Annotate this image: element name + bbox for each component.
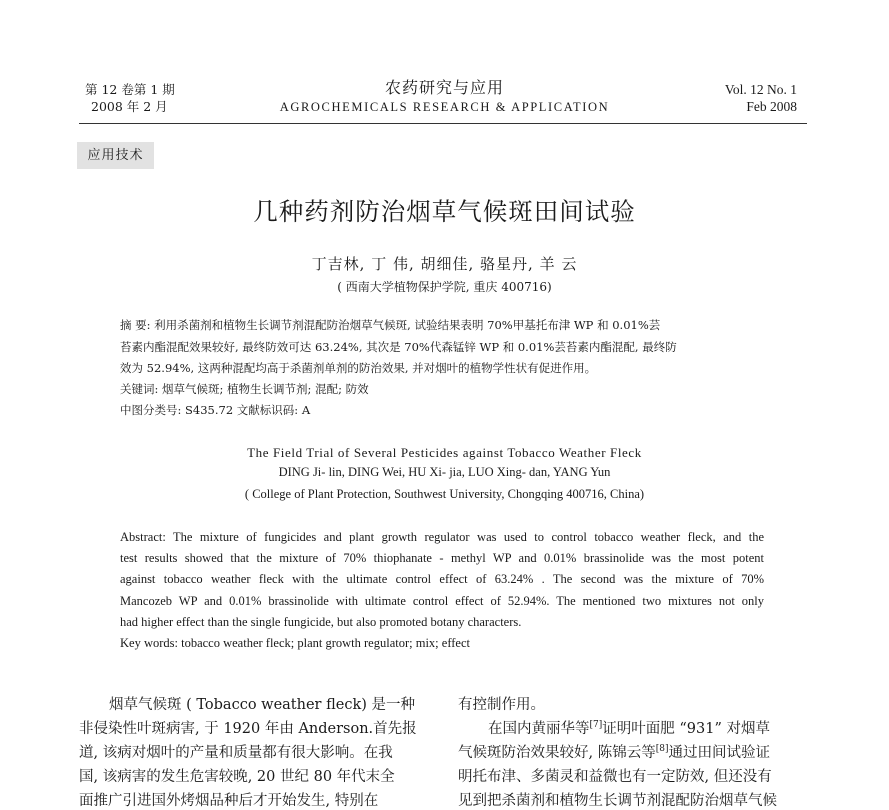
abstract-en-line: had higher effect than the single fungicide, but also promoted botany characters. (120, 615, 522, 629)
abstract-en-line: Abstract: The mixture of fungicides and plant growth regulator was used to control tobacco weather fleck, and the (120, 530, 764, 544)
date-en: Feb 2008 (746, 99, 797, 114)
body-text: 气候斑防治效果较好, 陈锦云等 (458, 745, 656, 761)
body-left-line: 面推广引进国外烤烟品种后才开始发生, 特别在 (79, 793, 379, 809)
body-right-line: 见到把杀菌剂和植物生长调节剂混配防治烟草气候 (458, 793, 777, 809)
issue-volume: 第 12 卷第 1 期 (85, 82, 175, 97)
body-text: 证明叶面肥 “931” 对烟草 (602, 721, 770, 737)
paper-title-cn: 几种药剂防治烟草气候斑田间试验 (253, 197, 636, 226)
journal-name-en: AGROCHEMICALS RESEARCH & APPLICATION (279, 100, 610, 114)
citation-ref: [7] (589, 720, 603, 731)
body-right-line: 有控制作用。 (458, 697, 545, 713)
abstract-en-line: test results showed that the mixture of 70% thiophanate - methyl WP and 0.01% brassinolide was the most potent (120, 551, 764, 565)
abstract-en-line: against tobacco weather fleck with the ultimate control effect of 63.24% . The second was the mixture of 70% (120, 572, 764, 586)
body-left-line: 非侵染性叶斑病害, 于 1920 年由 Anderson.首先报 (79, 721, 417, 737)
body-right-line (458, 717, 807, 738)
body-right-line: 明托布津、多菌灵和益微也有一定防效, 但还没有 (458, 769, 772, 785)
body-text: 在国内黄丽华等 (488, 721, 590, 737)
abstract-en-line: Mancozeb WP and 0.01% brassinolide with ultimate control effect of 52.94%. The mentioned two mixtures not only (120, 594, 764, 608)
authors-cn: 丁吉林, 丁 伟, 胡细佳, 骆星丹, 羊 云 (311, 255, 578, 273)
body-right-line (458, 741, 807, 762)
paper-title-en: The Field Trial of Several Pesticides against Tobacco Weather Fleck (247, 445, 642, 460)
abstract-cn-line: 苔素内酯混配效果较好, 最终防效可达 63.24%, 其次是 70%代森锰锌 WP 和 0.01%芸苔素内酯混配, 最终防 (120, 340, 677, 354)
affiliation-cn: ( 西南大学植物保护学院, 重庆 400716) (337, 280, 552, 294)
section-tag: 应用技术 (77, 142, 154, 169)
volume-en: Vol. 12 No. 1 (724, 82, 797, 97)
authors-en: DING Ji- lin, DING Wei, HU Xi- jia, LUO Xing- dan, YANG Yun (278, 465, 611, 479)
abstract-cn-line: 效为 52.94%, 这两种混配均高于杀菌剂单剂的防治效果, 并对烟叶的植物学性状有促进作用。 (120, 361, 597, 375)
journal-name-cn: 农药研究与应用 (384, 78, 504, 97)
body-text: 通过田间试验证 (668, 745, 770, 761)
classification-cn: 中图分类号: S435.72 文献标识码: A (120, 403, 311, 417)
citation-ref: [8] (655, 744, 669, 755)
keywords-cn: 关键词: 烟草气候斑; 植物生长调节剂; 混配; 防效 (120, 382, 369, 396)
issue-date: 2008 年 2 月 (91, 99, 168, 114)
header-rule (79, 123, 807, 124)
body-left-line: 国, 该病害的发生危害较晚, 20 世纪 80 年代末全 (79, 769, 395, 785)
body-left-line: 烟草气候斑 ( Tobacco weather fleck) 是一种 (109, 697, 416, 713)
body-left-line: 道, 该病对烟叶的产量和质量都有很大影响。在我 (79, 745, 393, 761)
abstract-cn-line: 摘 要: 利用杀菌剂和植物生长调节剂混配防治烟草气候斑, 试验结果表明 70%甲基托布津 WP 和 0.01%芸 (120, 318, 661, 332)
keywords-en: Key words: tobacco weather fleck; plant growth regulator; mix; effect (120, 636, 470, 650)
journal-volume-en (725, 81, 797, 115)
affiliation-en: ( College of Plant Protection, Southwest University, Chongqing 400716, China) (244, 487, 645, 501)
